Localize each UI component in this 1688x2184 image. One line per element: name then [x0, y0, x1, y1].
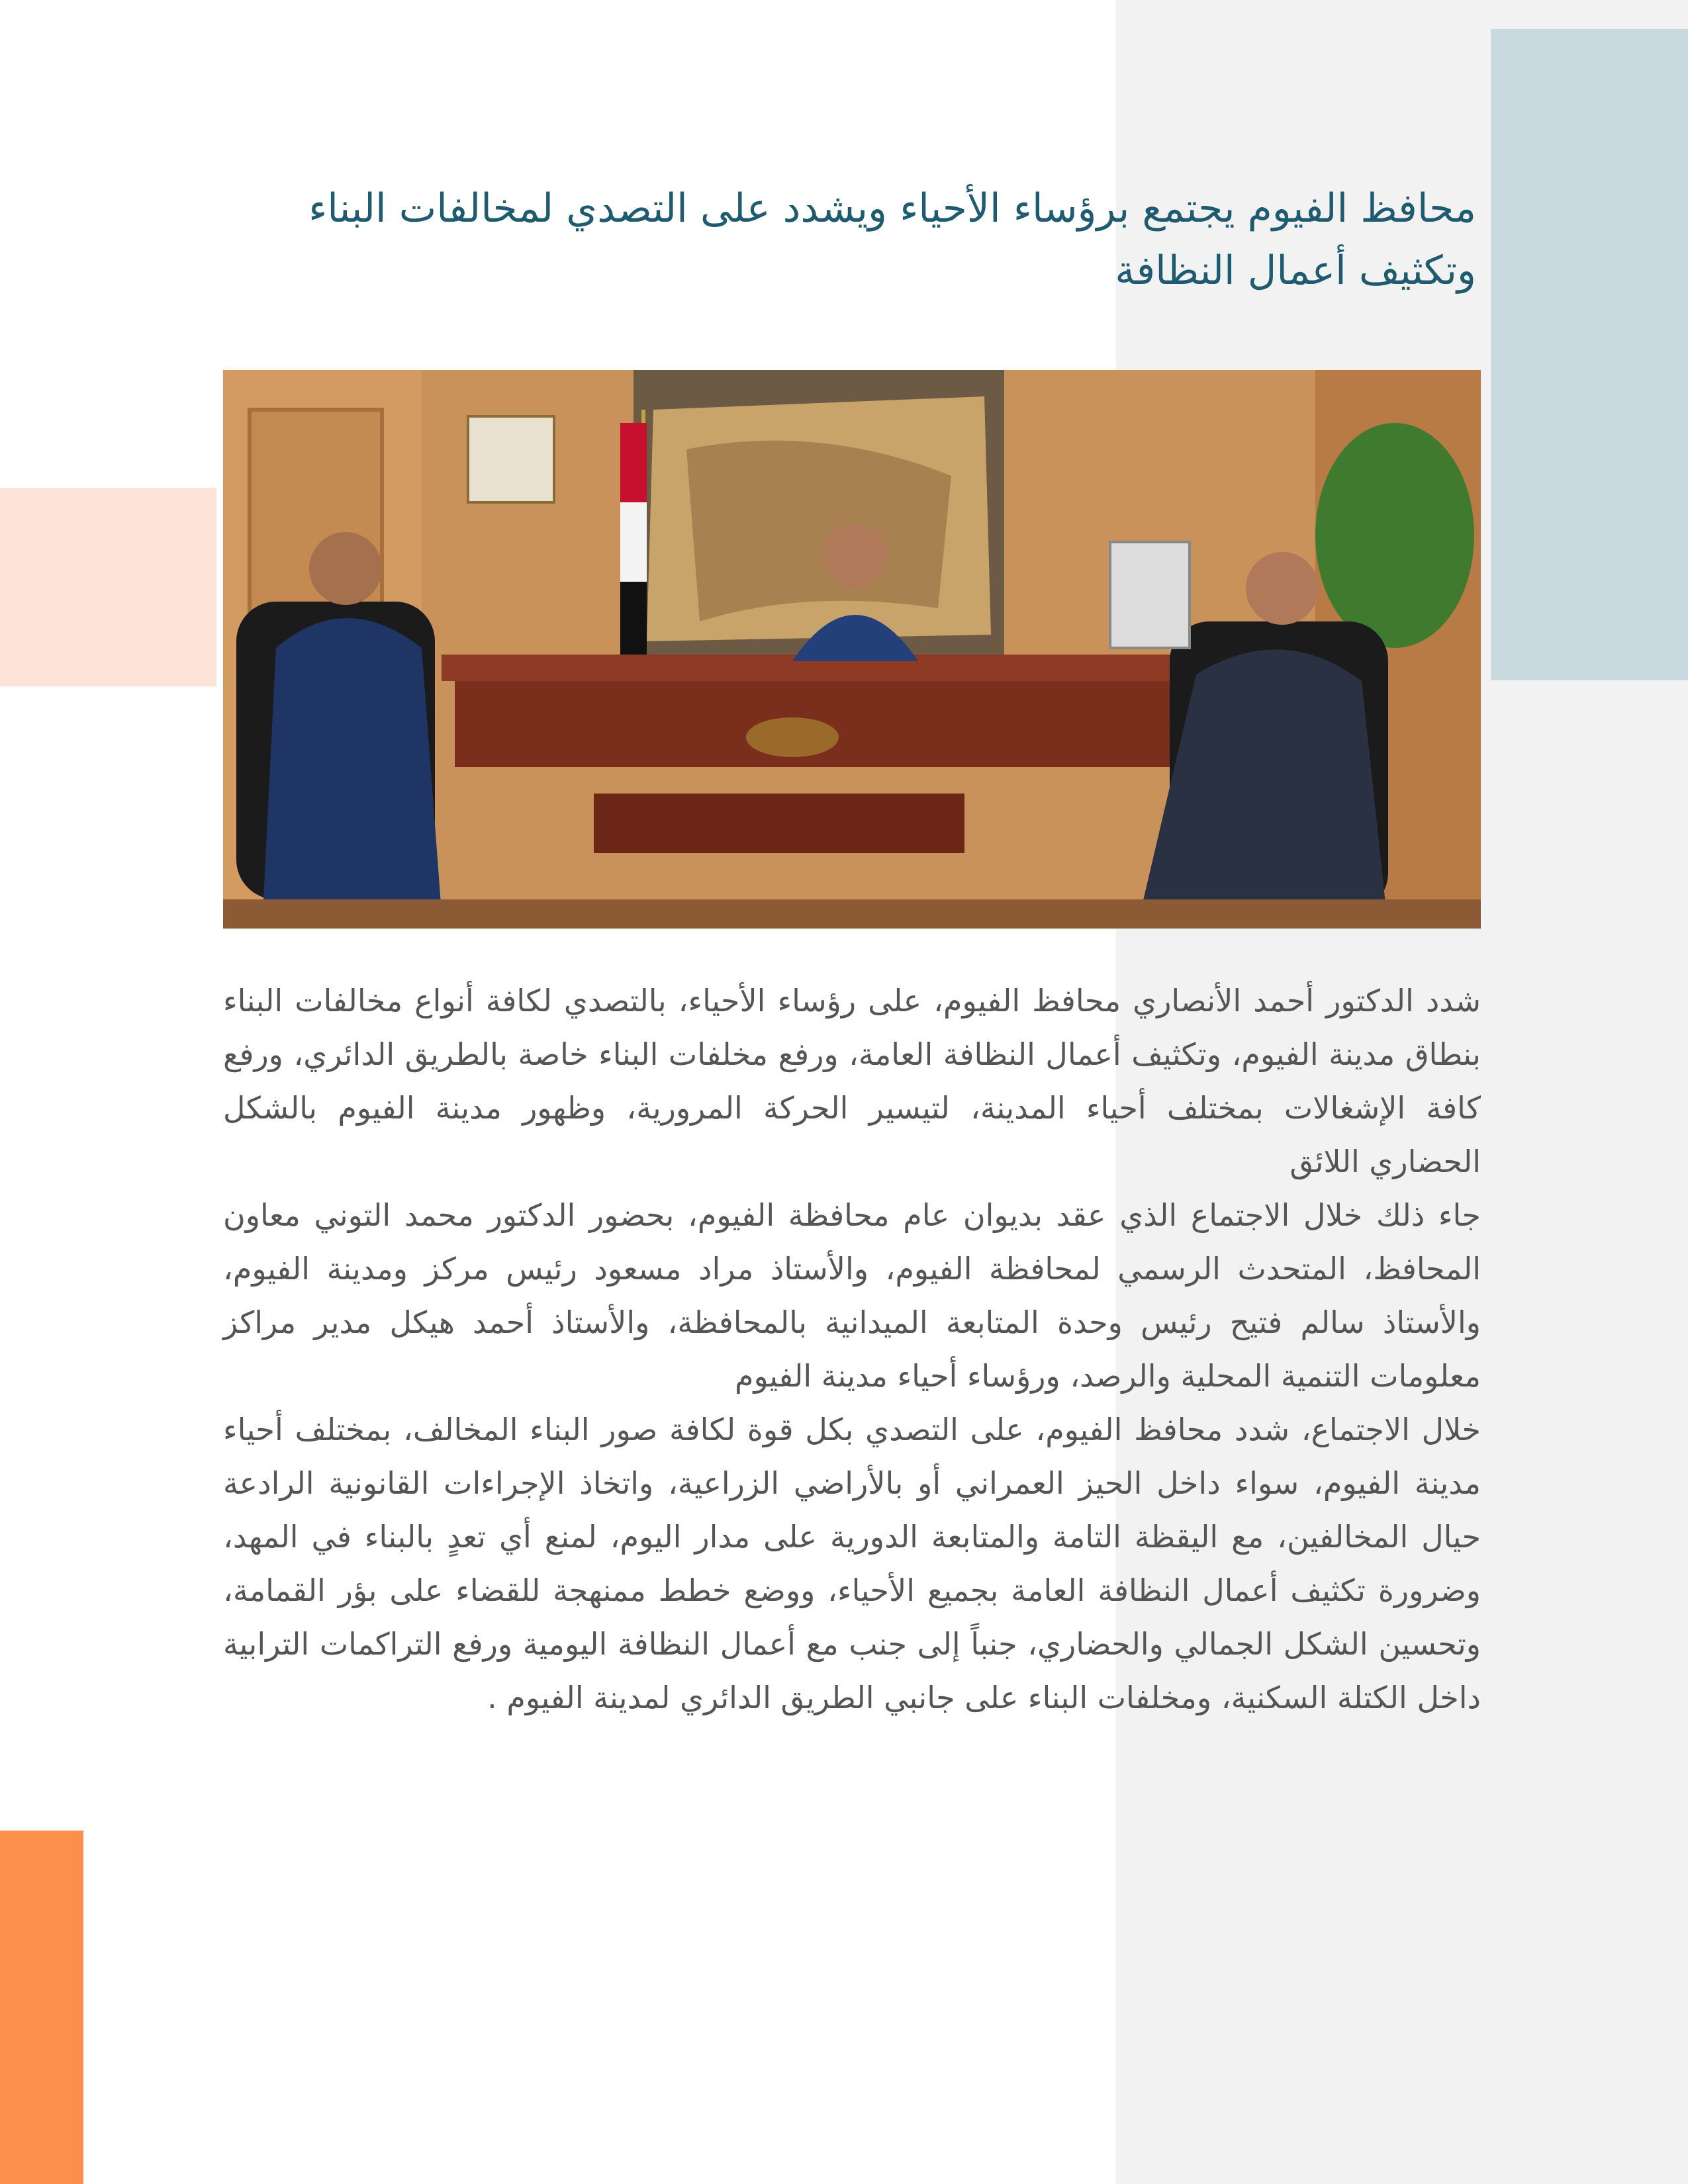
- article-title: محافظ الفيوم يجتمع برؤساء الأحياء ويشدد على التصدي لمخالفات البناء وتكثيف أعمال النظافة: [308, 185, 1476, 294]
- article-paragraph: جاء ذلك خلال الاجتماع الذي عقد بديوان عام محافظة الفيوم، بحضور الدكتور محمد التوني معاون المحافظ، المتحدث الرسمي لمحافظة الفيوم، والأستاذ مراد مسعود رئيس مركز ومدينة الفيوم، والأستاذ سالم فتيح رئيس وحدة المتابعة الميدانية بالمحافظة، والأستاذ أحمد هيكل مدير مراكز معلومات التنمية المحلية والرصد، ورؤساء أحياء مدينة الفيوم: [223, 1197, 1481, 1394]
- decorative-blue-block: [1491, 29, 1688, 680]
- article-paragraph: خلال الاجتماع، شدد محافظ الفيوم، على التصدي بكل قوة لكافة صور البناء المخالف، بمختلف أحياء مدينة الفيوم، سواء داخل الحيز العمراني أو بالأراضي الزراعية، واتخاذ الإجراءات القانونية الرادعة حيال المخالفين، مع اليقظة التامة والمتابعة الدورية على مدار اليوم، لمنع أي تعدٍ بالبناء في المهد، وضرورة تكثيف أعمال النظافة العامة بجميع الأحياء، ووضع خطط ممنهجة للقضاء على بؤر القمامة، وتحسين الشكل الجمالي والحضاري، جنباً إلى جنب مع أعمال النظافة اليومية ورفع التراكمات الترابية داخل الكتلة السكنية، ومخلفات البناء على جانبي الطريق الدائري لمدينة الفيوم .: [223, 1412, 1481, 1715]
- article-paragraph: شدد الدكتور أحمد الأنصاري محافظ الفيوم، على رؤساء الأحياء، بالتصدي لكافة أنواع مخالفات البناء بنطاق مدينة الفيوم، وتكثيف أعمال النظافة العامة، ورفع مخلفات البناء خاصة بالطريق الدائري، ورفع كافة الإشغالات بمختلف أحياء المدينة، لتيسير الحركة المرورية، وظهور مدينة الفيوم بالشكل الحضاري اللائق: [223, 983, 1481, 1179]
- article-photo: [223, 370, 1481, 929]
- decorative-orange-block: [0, 1831, 83, 2184]
- decorative-peach-block: [0, 488, 216, 686]
- article-body: [223, 974, 1481, 1725]
